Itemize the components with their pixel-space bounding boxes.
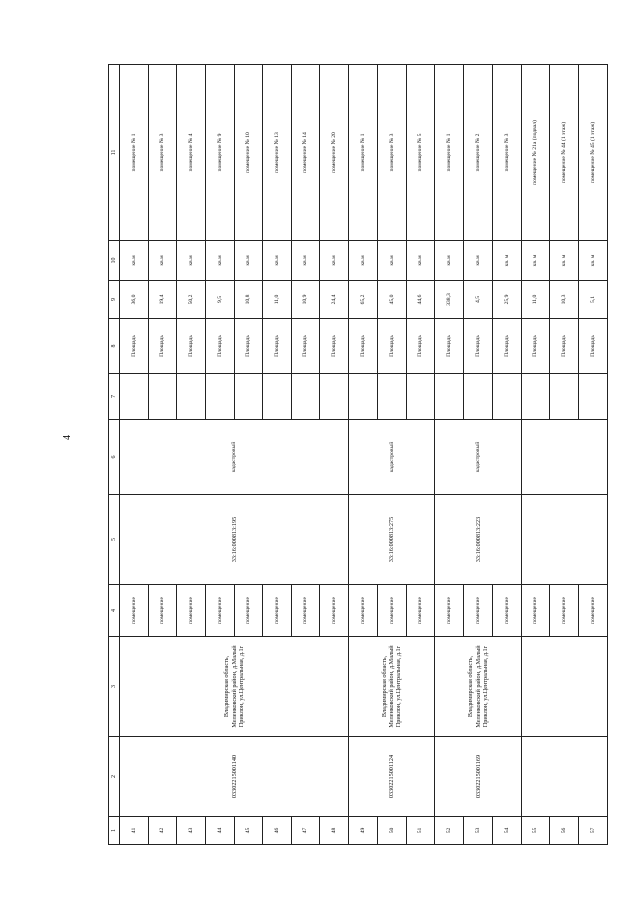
param-value: 24,4 [320, 281, 349, 319]
room-name: помещение № 1 [120, 65, 149, 241]
empty-cell [234, 374, 263, 420]
row-number: 45 [234, 817, 263, 845]
unit: кв. м [521, 241, 550, 281]
param-name: Площадь [521, 319, 550, 374]
param-value: 11,0 [263, 281, 292, 319]
empty-cell [550, 374, 579, 420]
object-type: помещение [464, 585, 493, 637]
unit: кв.м [406, 241, 435, 281]
room-name: помещение № 21а (подвал) [521, 65, 550, 241]
param-value: 10,8 [234, 281, 263, 319]
room-name: помещение № 9 [205, 65, 234, 241]
cadastral-number: 33:16:000813:195 [120, 495, 349, 585]
param-value: 10,3 [550, 281, 579, 319]
row-number: 51 [406, 817, 435, 845]
room-name: помещение № 14 [291, 65, 320, 241]
unit: кв.м [435, 241, 464, 281]
unit: кв.м [464, 241, 493, 281]
col-number: 1 [109, 817, 120, 845]
param-value: 338,3 [435, 281, 464, 319]
unit: кв. м [493, 241, 522, 281]
param-name: Площадь [120, 319, 149, 374]
param-name: Площадь [464, 319, 493, 374]
empty-cell [579, 374, 608, 420]
empty-cell [521, 495, 607, 585]
empty-cell [349, 374, 378, 420]
number-kind: кадастровый [120, 420, 349, 495]
row-number: 57 [579, 817, 608, 845]
registry-number: 03302215001140 [120, 737, 349, 817]
empty-cell [406, 374, 435, 420]
room-name: помещение № 3 [377, 65, 406, 241]
room-name: помещение № 5 [406, 65, 435, 241]
unit: кв.м [148, 241, 177, 281]
empty-cell [435, 374, 464, 420]
room-name: помещение № 10 [234, 65, 263, 241]
empty-cell [521, 420, 607, 495]
room-name: помещение № 1 [349, 65, 378, 241]
object-type: помещение [493, 585, 522, 637]
unit: кв. м [550, 241, 579, 281]
unit: кв.м [205, 241, 234, 281]
table-row [120, 65, 149, 845]
empty-cell [521, 637, 607, 737]
room-name: помещение № 1 [435, 65, 464, 241]
empty-cell [263, 374, 292, 420]
param-name: Площадь [177, 319, 206, 374]
unit: кв.м [291, 241, 320, 281]
param-value: 45,0 [377, 281, 406, 319]
row-number: 42 [148, 817, 177, 845]
param-value: 65,2 [349, 281, 378, 319]
param-name: Площадь [550, 319, 579, 374]
address: Владимирская область, Меленковский район, д.Малый Приклон, ул.Центральная, д.1г [349, 637, 435, 737]
unit: кв. м [579, 241, 608, 281]
address: Владимирская область, Меленковский район, д.Малый Приклон, ул.Центральная, д.1г [120, 637, 349, 737]
unit: кв.м [234, 241, 263, 281]
object-type: помещение [435, 585, 464, 637]
object-type: помещение [550, 585, 579, 637]
unit: кв.м [320, 241, 349, 281]
object-type: помещение [291, 585, 320, 637]
param-name: Площадь [320, 319, 349, 374]
object-type: помещение [320, 585, 349, 637]
number-kind: кадастровый [349, 420, 435, 495]
param-name: Площадь [349, 319, 378, 374]
param-name: Площадь [579, 319, 608, 374]
object-type: помещение [205, 585, 234, 637]
number-kind: кадастровый [435, 420, 521, 495]
rotated-table-container [108, 65, 608, 845]
empty-cell [464, 374, 493, 420]
table-row [349, 65, 378, 845]
param-value: 9,5 [205, 281, 234, 319]
col-number: 9 [109, 281, 120, 319]
param-value: 25,9 [493, 281, 522, 319]
empty-cell [521, 374, 550, 420]
empty-cell [377, 374, 406, 420]
param-name: Площадь [148, 319, 177, 374]
room-name: помещение № 44 (1 этаж) [550, 65, 579, 241]
room-name: помещение № 3 [493, 65, 522, 241]
object-type: помещение [148, 585, 177, 637]
col-number: 3 [109, 637, 120, 737]
object-type: помещение [406, 585, 435, 637]
cadastral-number: 33:16:000813:275 [349, 495, 435, 585]
row-number: 44 [205, 817, 234, 845]
empty-cell [177, 374, 206, 420]
param-name: Площадь [205, 319, 234, 374]
row-number: 48 [320, 817, 349, 845]
param-value: 36,0 [120, 281, 149, 319]
unit: кв.м [263, 241, 292, 281]
object-type: помещение [349, 585, 378, 637]
empty-cell [291, 374, 320, 420]
unit: кв.м [177, 241, 206, 281]
empty-cell [493, 374, 522, 420]
row-number: 41 [120, 817, 149, 845]
registry-number: 03302215001169 [435, 737, 521, 817]
room-name: помещение № 45 (1 этаж) [579, 65, 608, 241]
row-number: 46 [263, 817, 292, 845]
registry-number: 03302215001124 [349, 737, 435, 817]
param-name: Площадь [377, 319, 406, 374]
param-value: 44,6 [406, 281, 435, 319]
row-number: 55 [521, 817, 550, 845]
param-name: Площадь [263, 319, 292, 374]
row-number: 43 [177, 817, 206, 845]
empty-cell [205, 374, 234, 420]
param-value: 50,2 [177, 281, 206, 319]
object-type: помещение [177, 585, 206, 637]
object-type: помещение [377, 585, 406, 637]
table-row [521, 65, 550, 845]
room-name: помещение № 2 [464, 65, 493, 241]
param-value: 10,9 [291, 281, 320, 319]
param-value: 11,0 [521, 281, 550, 319]
property-table [108, 64, 608, 845]
col-number: 2 [109, 737, 120, 817]
table-row [435, 65, 464, 845]
empty-cell [120, 374, 149, 420]
col-number: 5 [109, 495, 120, 585]
param-value: 4,5 [464, 281, 493, 319]
col-number: 10 [109, 241, 120, 281]
row-number: 50 [377, 817, 406, 845]
param-value: 19,4 [148, 281, 177, 319]
empty-cell [521, 737, 607, 817]
address: Владимирская область, Меленковский район, д.Малый Приклон, ул.Центральная, д.1г [435, 637, 521, 737]
col-number: 6 [109, 420, 120, 495]
param-name: Площадь [234, 319, 263, 374]
unit: кв.м [120, 241, 149, 281]
col-number: 7 [109, 374, 120, 420]
row-number: 53 [464, 817, 493, 845]
object-type: помещение [579, 585, 608, 637]
object-type: помещение [234, 585, 263, 637]
unit: кв.м [377, 241, 406, 281]
param-name: Площадь [435, 319, 464, 374]
row-number: 47 [291, 817, 320, 845]
empty-cell [148, 374, 177, 420]
param-name: Площадь [291, 319, 320, 374]
row-number: 56 [550, 817, 579, 845]
row-number: 49 [349, 817, 378, 845]
empty-cell [320, 374, 349, 420]
param-name: Площадь [493, 319, 522, 374]
cadastral-number: 33:16:000813:223 [435, 495, 521, 585]
object-type: помещение [120, 585, 149, 637]
room-name: помещение № 3 [148, 65, 177, 241]
row-number: 52 [435, 817, 464, 845]
col-number: 11 [109, 65, 120, 241]
col-number: 4 [109, 585, 120, 637]
page-number: 4 [62, 435, 73, 440]
room-name: помещение № 13 [263, 65, 292, 241]
param-name: Площадь [406, 319, 435, 374]
room-name: помещение № 4 [177, 65, 206, 241]
room-name: помещение № 20 [320, 65, 349, 241]
object-type: помещение [521, 585, 550, 637]
row-number: 54 [493, 817, 522, 845]
param-value: 5,1 [579, 281, 608, 319]
object-type: помещение [263, 585, 292, 637]
col-number: 8 [109, 319, 120, 374]
unit: кв.м [349, 241, 378, 281]
column-number-row [109, 65, 120, 845]
